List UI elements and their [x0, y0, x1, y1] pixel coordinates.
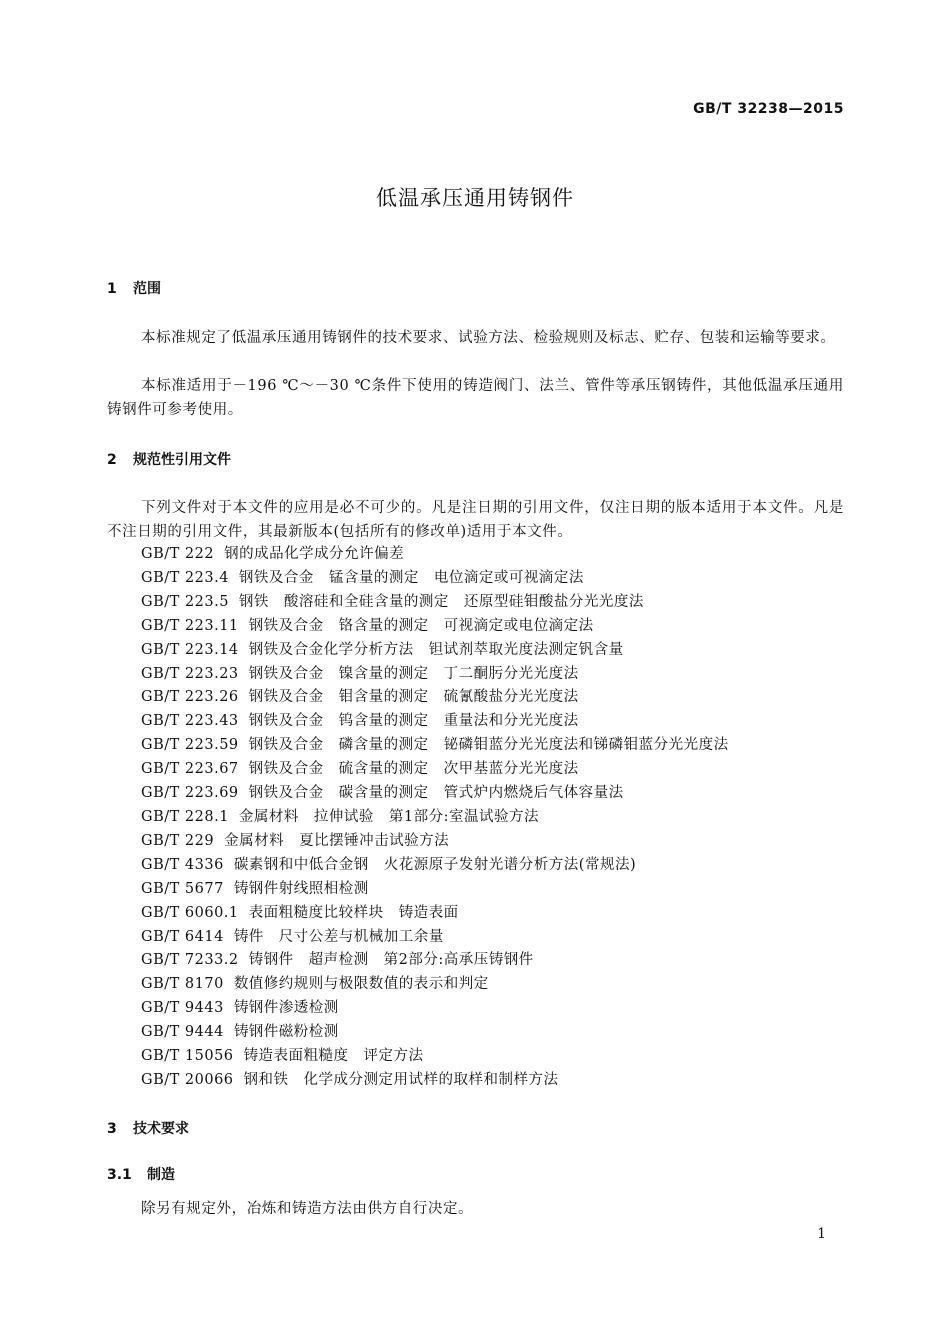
reference-title: 钢铁及合金 钨含量的测定 重量法和分光光度法: [248, 713, 579, 730]
reference-code: GB/T 223.14: [141, 641, 239, 658]
section-number: 2: [107, 452, 117, 468]
reference-code: GB/T 8170: [141, 976, 224, 993]
reference-code: GB/T 229: [141, 832, 215, 849]
manufacturing-paragraph: 除另有规定外，冶炼和铸造方法由供方自行决定。: [141, 1201, 474, 1217]
reference-title: 金属材料 拉伸试验 第1部分:室温试验方法: [238, 808, 540, 825]
section-3-heading: [107, 1118, 189, 1138]
reference-item: [141, 973, 729, 997]
reference-item: [141, 806, 729, 830]
refs-intro-paragraph: 下列文件对于本文件的应用是必不可少的。凡是注日期的引用文件，仅注日期的版本适用于本文件。凡是不注日期的引用文件，其最新版本(包括所有的修改单)适用于本文件。: [107, 500, 844, 540]
reference-item: [141, 854, 729, 878]
reference-item: [141, 1069, 729, 1093]
reference-code: GB/T 223.69: [141, 785, 239, 802]
reference-item: [141, 615, 729, 639]
section-3-1-heading: [107, 1164, 175, 1184]
reference-item: [141, 591, 729, 615]
reference-title: 钢铁及合金 铬含量的测定 可视滴定或电位滴定法: [248, 617, 594, 634]
reference-title: 铸钢件磁粉检测: [233, 1024, 339, 1041]
reference-item: [141, 663, 729, 687]
section-number: 1: [107, 281, 117, 297]
reference-code: GB/T 223.11: [141, 617, 239, 634]
reference-code: GB/T 6060.1: [141, 904, 239, 921]
reference-title: 表面粗糙度比较样块 铸造表面: [248, 904, 459, 921]
reference-item: [141, 710, 729, 734]
reference-item: [141, 782, 729, 806]
scope-paragraph-1: 本标准规定了低温承压通用铸钢件的技术要求、试验方法、检验规则及标志、贮存、包装和运输等要求。: [141, 330, 836, 346]
reference-title: 钢的成品化学成分允许偏差: [224, 546, 405, 562]
reference-title: 金属材料 夏比摆锤冲击试验方法: [224, 832, 450, 849]
section-2-heading: [107, 449, 231, 469]
reference-title: 铸钢件渗透检测: [233, 1000, 339, 1017]
reference-title: 钢铁 酸溶硅和全硅含量的测定 还原型硅钼酸盐分光光度法: [238, 593, 644, 610]
reference-code: GB/T 20066: [141, 1071, 234, 1088]
document-title: 低温承压通用铸钢件: [376, 186, 574, 210]
reference-code: GB/T 223.23: [141, 665, 239, 682]
reference-code: GB/T 223.5: [141, 593, 229, 610]
reference-code: GB/T 228.1: [141, 808, 229, 825]
reference-list: [141, 543, 729, 1093]
reference-title: 铸钢件 超声检测 第2部分:高承压铸钢件: [248, 952, 534, 969]
reference-code: GB/T 15056: [141, 1048, 234, 1065]
reference-code: GB/T 223.59: [141, 737, 239, 754]
section-title: 规范性引用文件: [133, 452, 231, 468]
reference-title: 碳素钢和中低合金钢 火花源原子发射光谱分析方法(常规法): [233, 856, 637, 873]
reference-item: [141, 878, 729, 902]
reference-item: [141, 902, 729, 926]
reference-item: [141, 997, 729, 1021]
section-1-heading: [107, 278, 161, 298]
reference-title: 铸造表面粗糙度 评定方法: [243, 1048, 424, 1065]
reference-item: [141, 758, 729, 782]
reference-title: 铸件 尺寸公差与机械加工余量: [233, 928, 444, 945]
reference-title: 钢铁及合金化学分析方法 钽试剂萃取光度法测定钒含量: [248, 641, 624, 658]
reference-item: [141, 639, 729, 663]
reference-item: [141, 949, 729, 973]
reference-code: GB/T 9443: [141, 1000, 224, 1017]
reference-title: 钢铁及合金 锰含量的测定 电位滴定或可视滴定法: [238, 569, 584, 586]
reference-title: 钢和铁 化学成分测定用试样的取样和制样方法: [243, 1071, 559, 1088]
reference-code: GB/T 5677: [141, 880, 224, 897]
reference-code: GB/T 222: [141, 546, 215, 562]
section-title: 制造: [147, 1167, 175, 1183]
reference-title: 钢铁及合金 镍含量的测定 丁二酮肟分光光度法: [248, 665, 579, 682]
reference-title: 钢铁及合金 硫含量的测定 次甲基蓝分光光度法: [248, 761, 579, 778]
section-title: 范围: [133, 281, 161, 297]
reference-title: 钢铁及合金 磷含量的测定 铋磷钼蓝分光光度法和锑磷钼蓝分光光度法: [248, 737, 729, 754]
reference-code: GB/T 223.67: [141, 761, 239, 778]
reference-code: GB/T 6414: [141, 928, 224, 945]
page-number: 1: [817, 1226, 826, 1242]
reference-code: GB/T 4336: [141, 856, 224, 873]
reference-item: [141, 926, 729, 950]
standard-number: GB/T 32238—2015: [693, 101, 844, 117]
reference-item: [141, 567, 729, 591]
reference-code: GB/T 7233.2: [141, 952, 239, 969]
reference-item: [141, 686, 729, 710]
reference-item: [141, 543, 729, 567]
reference-item: [141, 830, 729, 854]
reference-title: 钢铁及合金 碳含量的测定 管式炉内燃烧后气体容量法: [248, 785, 624, 802]
reference-item: [141, 1021, 729, 1045]
reference-code: GB/T 223.4: [141, 569, 229, 586]
section-number: 3: [107, 1121, 117, 1137]
reference-code: GB/T 9444: [141, 1024, 224, 1041]
reference-title: 数值修约规则与极限数值的表示和判定: [233, 976, 489, 993]
reference-title: 铸钢件射线照相检测: [233, 880, 369, 897]
section-number: 3.1: [107, 1167, 132, 1183]
section-title: 技术要求: [133, 1121, 189, 1137]
reference-title: 钢铁及合金 钼含量的测定 硫氰酸盐分光光度法: [248, 689, 579, 706]
reference-code: GB/T 223.26: [141, 689, 239, 706]
reference-item: [141, 1045, 729, 1069]
scope-paragraph-2: 本标准适用于－196 ℃～－30 ℃条件下使用的铸造阀门、法兰、管件等承压钢铸件，其他低温承压通用铸钢件可参考使用。: [107, 378, 844, 418]
reference-item: [141, 734, 729, 758]
reference-code: GB/T 223.43: [141, 713, 239, 730]
